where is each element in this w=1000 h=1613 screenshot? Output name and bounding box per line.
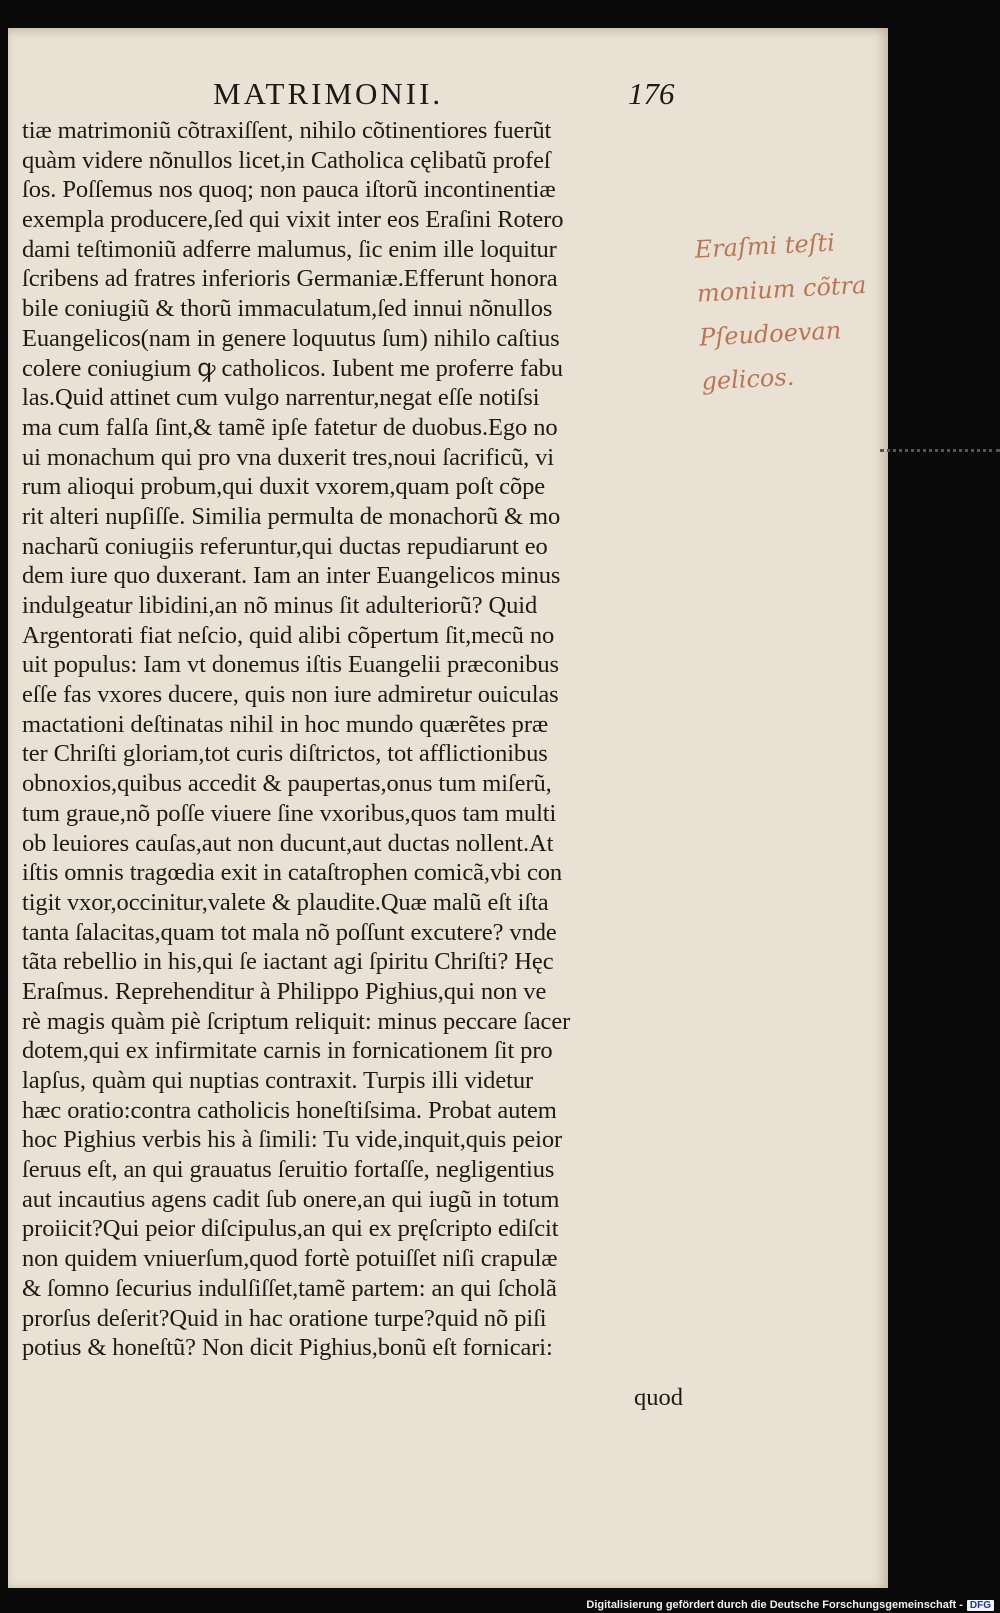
text-line: colere coniugium ꝙ catholicos. Iubent me proferre fabu (22, 354, 563, 382)
text-line: aut incautius agens cadit ſub onere,an qui iugũ in totum (22, 1185, 560, 1213)
dfg-logo: DFG (967, 1600, 994, 1611)
handwritten-marginal-note (694, 218, 883, 403)
text-line: las.Quid attinet cum vulgo narrentur,negat eſſe notiſsi (22, 384, 540, 412)
text-line: tum graue,nõ poſſe viuere ſine vxoribus,quos tam multi (22, 799, 557, 827)
text-line: tanta ſalacitas,quam tot mala nõ poſſunt excutere? vnde (22, 918, 557, 946)
text-line: ſeruus eſt, an qui grauatus ſeruitio fortaſſe, negligentius (22, 1156, 555, 1184)
text-line: obnoxios,quibus accedit & paupertas,onus tum miſerũ, (22, 770, 552, 798)
body-text (22, 116, 702, 1363)
text-line: dem iure quo duxerant. Iam an inter Euangelicos minus (22, 562, 561, 590)
text-line: Eraſmus. Reprehenditur à Philippo Pighius,qui non ve (22, 977, 547, 1005)
text-line: hæc oratio:contra catholicis honeſtiſsima. Probat autem (22, 1096, 557, 1124)
dotted-rule (880, 449, 1000, 456)
marginal-note-line: gelicos. (700, 362, 795, 396)
text-line: & ſomno ſecurius indulſiſſet,tamẽ partem: an qui ſcholã (22, 1274, 557, 1302)
text-line: bile coniugiũ & thorũ immaculatum,ſed innui nõnullos (22, 295, 553, 323)
text-line: prorſus deſerit?Quid in hac oratione turpe?quid nõ piſi (22, 1304, 547, 1332)
text-line: rum alioqui probum,qui duxit vxorem,quam poſt cõpe (22, 473, 546, 501)
marginal-note-line: Eraſmi teſti (693, 228, 836, 264)
text-line: ſcribens ad fratres inferioris Germaniæ.Efferunt honora (22, 265, 558, 293)
text-line: uit populus: Iam vt donemus iſtis Euangelii præconibus (22, 651, 559, 679)
text-line: ſos. Poſſemus nos quoq; non pauca iſtorũ incontinentiæ (22, 176, 556, 204)
running-head: MATRIMONII. (213, 76, 444, 111)
text-line: dotem,qui ex infirmitate carnis in fornicationem ſit pro (22, 1037, 553, 1065)
folio-number: 176 (628, 76, 675, 111)
text-line: Argentorati fiat neſcio, quid alibi cõpertum ſit,mecũ no (22, 621, 555, 649)
footer-credit: Digitalisierung gefördert durch die Deutsche Forschungsgemeinschaft - (586, 1599, 963, 1611)
marginal-note-line: Pſeudoevan (698, 316, 842, 352)
text-line: eſſe fas vxores ducere, quis non iure admiretur ouiculas (22, 681, 559, 709)
text-line: dami teſtimoniũ adferre malumus, ſic enim ille loquitur (22, 235, 557, 263)
text-line: tiæ matrimoniũ cõtraxiſſent, nihilo cõtinentiores fuerũt (22, 117, 552, 144)
text-line: mactationi deſtinatas nihil in hoc mundo quærẽtes præ (22, 710, 549, 738)
text-line: ter Chriſti gloriam,tot curis diſtrictos, tot afflictionibus (22, 740, 548, 768)
text-line: quàm videre nõnullos licet,in Catholica cęlibatũ profeſ (22, 146, 551, 174)
text-line: proiicit?Qui peior diſcipulus,an qui ex pręſcripto ediſcit (22, 1215, 559, 1243)
text-line: iſtis omnis tragœdia exit in cataſtrophen comicã,vbi con (22, 859, 563, 887)
text-line: tigit vxor,occinitur,valete & plaudite.Quæ malũ eſt iſta (22, 888, 549, 916)
text-line: hoc Pighius verbis his à ſimili: Tu vide,inquit,quis peior (22, 1126, 563, 1154)
marginal-note-line: monium cõtra (696, 270, 867, 308)
text-line: nacharũ coniugiis referuntur,qui ductas repudiarunt eo (22, 532, 548, 560)
text-line: rit alteri nupſiſſe. Similia permulta de monachorũ & mo (22, 502, 561, 530)
text-line: non quidem vniuerſum,quod fortè potuiſſet niſi crapulæ (22, 1245, 558, 1273)
text-line: rè magis quàm piè ſcriptum reliquit: minus peccare ſacer (22, 1007, 571, 1035)
text-line: tãta rebellio in his,qui ſe iactant agi ſpiritu Chriſti? Hęc (22, 948, 554, 976)
text-line: ui monachum qui pro vna duxerit tres,noui ſacrificũ, vi (22, 443, 555, 471)
text-line: ob leuiores cauſas,aut non ducunt,aut ductas nollent.At (22, 829, 554, 857)
text-line: indulgeatur libidini,an nõ minus ſit adulteriorũ? Quid (22, 592, 538, 619)
text-line: Euangelicos(nam in genere loquutus ſum) nihilo caſtius (22, 324, 560, 352)
text-line: potius & honeſtũ? Non dicit Pighius,bonũ eſt fornicari: (22, 1334, 553, 1362)
text-line: exempla producere,ſed qui vixit inter eos Eraſini Rotero (22, 206, 564, 234)
catchword: quod (634, 1384, 683, 1411)
text-line: ma cum falſa ſint,& tamẽ ipſe fatetur de duobus.Ego no (22, 413, 558, 441)
book-page (8, 28, 888, 1588)
text-line: lapſus, quàm qui nuptias contraxit. Turpis illi videtur (22, 1067, 534, 1094)
digitization-footer (586, 1599, 994, 1611)
